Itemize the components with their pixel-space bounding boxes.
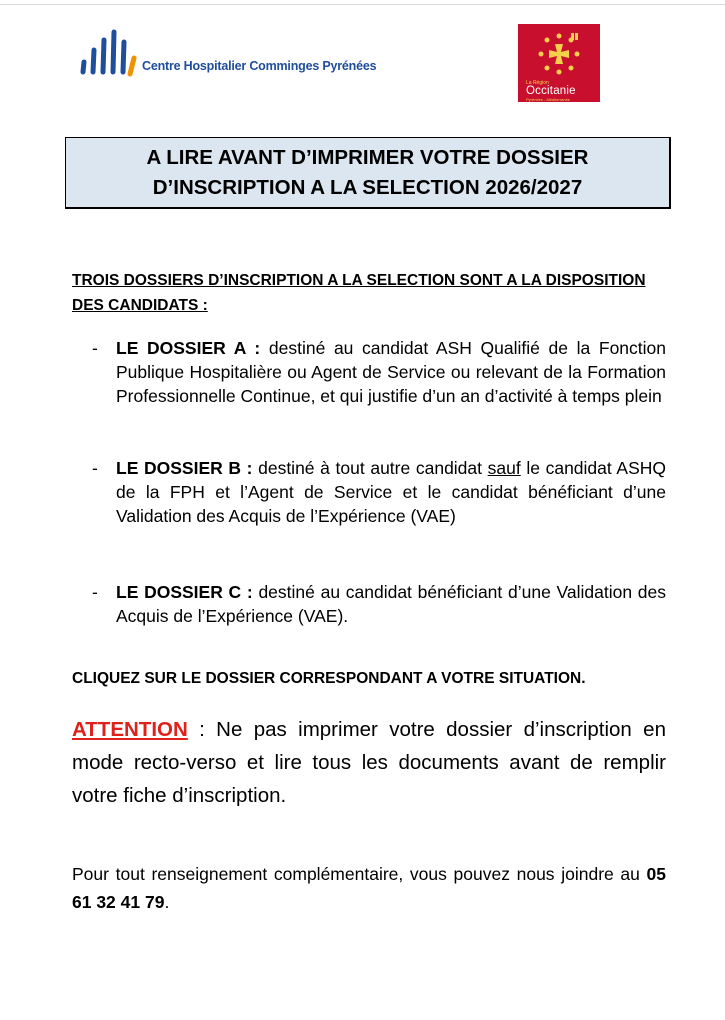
section-heading: TROIS DOSSIERS D’INSCRIPTION A LA SELECTION SONT A LA DISPOSITION DES CANDIDATS : <box>72 272 646 314</box>
top-border <box>0 4 725 5</box>
contact-end: . <box>164 892 170 912</box>
occitan-cross-icon <box>538 30 580 76</box>
hospital-logo-bars-icon <box>80 28 138 78</box>
dossier-b-description-end: le candidat ASHQ de la FPH et l’Agent de Service et le candidat bénéficiant d’une Validation des Acquis de l’Expérience (VAE) <box>116 458 667 526</box>
dossier-b-label[interactable]: LE DOSSIER B : <box>116 458 253 478</box>
dossier-c-label[interactable]: LE DOSSIER C : <box>116 582 253 602</box>
occitanie-tagline: La Région <box>526 80 549 86</box>
hospital-name: Centre Hospitalier Comminges Pyrénées <box>142 59 377 73</box>
occitanie-name: Occitanie <box>526 85 576 97</box>
dossier-c-item[interactable] <box>92 580 666 628</box>
list-dash: - <box>92 338 98 358</box>
contact-info <box>72 860 666 916</box>
dossier-a-item[interactable] <box>92 336 666 408</box>
attention-text: : Ne pas imprimer votre dossier d’inscription en mode recto-verso et lire tous les documents avant de remplir votre fiche d’inscription. <box>72 718 666 807</box>
attention-notice <box>72 713 666 812</box>
dossier-a-label[interactable]: LE DOSSIER A : <box>116 338 261 358</box>
title-line-1: A LIRE AVANT D’IMPRIMER VOTRE DOSSIER <box>146 145 589 169</box>
dossier-b-description-start: destiné à tout autre candidat <box>252 458 488 478</box>
title-box <box>65 137 671 209</box>
title-line-2: D’INSCRIPTION A LA SELECTION 2026/2027 <box>152 175 583 199</box>
contact-text: Pour tout renseignement complémentaire, vous pouvez nous joindre au <box>72 864 647 884</box>
phone-number[interactable]: 05 61 32 41 79 <box>72 864 666 912</box>
click-instruction: CLIQUEZ SUR LE DOSSIER CORRESPONDANT A VOTRE SITUATION. <box>72 670 586 687</box>
hospital-logo <box>80 28 400 80</box>
attention-label: ATTENTION <box>72 718 188 741</box>
dossier-a-description: destiné au candidat ASH Qualifié de la Fonction Publique Hospitalière ou Agent de Service ou relevant de la Formation Professionnelle Continue, et qui justifie d’un an d’activité à temps plein <box>116 338 666 406</box>
dossier-c-description: destiné au candidat bénéficiant d’une Validation des Acquis de l’Expérience (VAE). <box>116 582 666 626</box>
list-dash: - <box>92 582 98 602</box>
dossier-b-emphasis: sauf <box>487 458 521 478</box>
list-dash: - <box>92 458 98 478</box>
dossier-b-item[interactable] <box>92 456 666 528</box>
occitanie-subtitle: Pyrénées - Méditerranée <box>526 97 571 102</box>
occitanie-logo <box>518 24 600 102</box>
